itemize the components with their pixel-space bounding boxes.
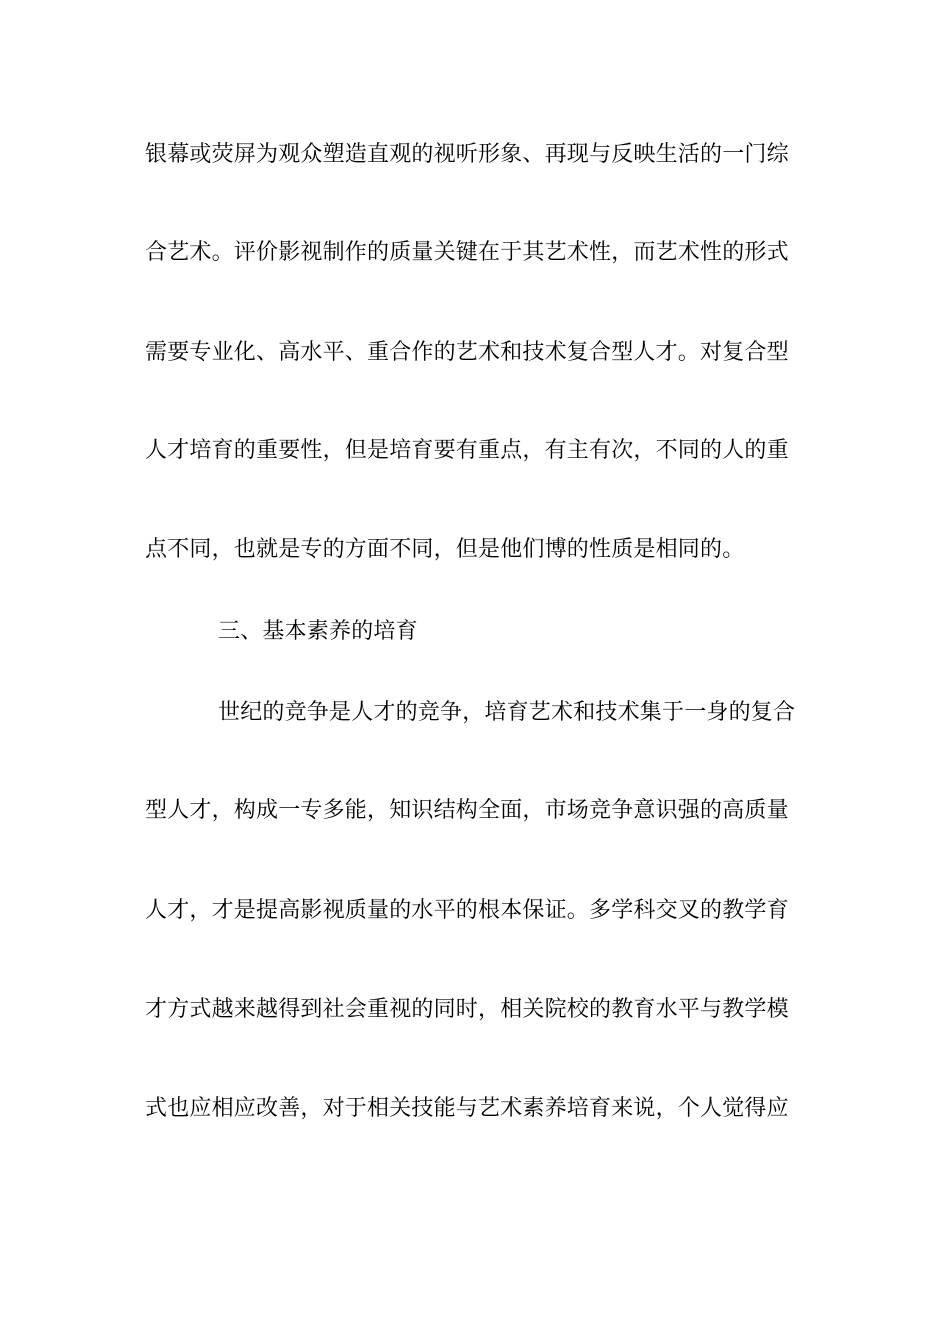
paragraph-line: 人才，才是提高影视质量的水平的根本保证。多学科交叉的教学育 [145,898,789,923]
paragraph-line: 才方式越来越得到社会重视的同时，相关院校的教育水平与教学模 [145,997,789,1022]
paragraph-line: 式也应相应改善，对于相关技能与艺术素养培育来说，个人觉得应 [145,1096,789,1121]
paragraph-line: 银幕或荧屏为观众塑造直观的视听形象、再现与反映生活的一门综 [145,142,789,167]
paragraph-line: 点不同，也就是专的方面不同，但是他们博的性质是相同的。 [145,537,745,562]
paragraph-line: 合艺术。评价影视制作的质量关键在于其艺术性，而艺术性的形式 [145,240,789,265]
paragraph-line: 世纪的竞争是人才的竞争，培育艺术和技术集于一身的复合 [218,700,796,725]
paragraph-line: 型人才，构成一专多能，知识结构全面，市场竞争意识强的高质量 [145,798,789,823]
paragraph-line: 人才培育的重要性，但是培育要有重点，有主有次，不同的人的重 [145,438,789,463]
section-heading: 三、基本素养的培育 [218,619,418,644]
paragraph-line: 需要专业化、高水平、重合作的艺术和技术复合型人才。对复合型 [145,340,789,365]
